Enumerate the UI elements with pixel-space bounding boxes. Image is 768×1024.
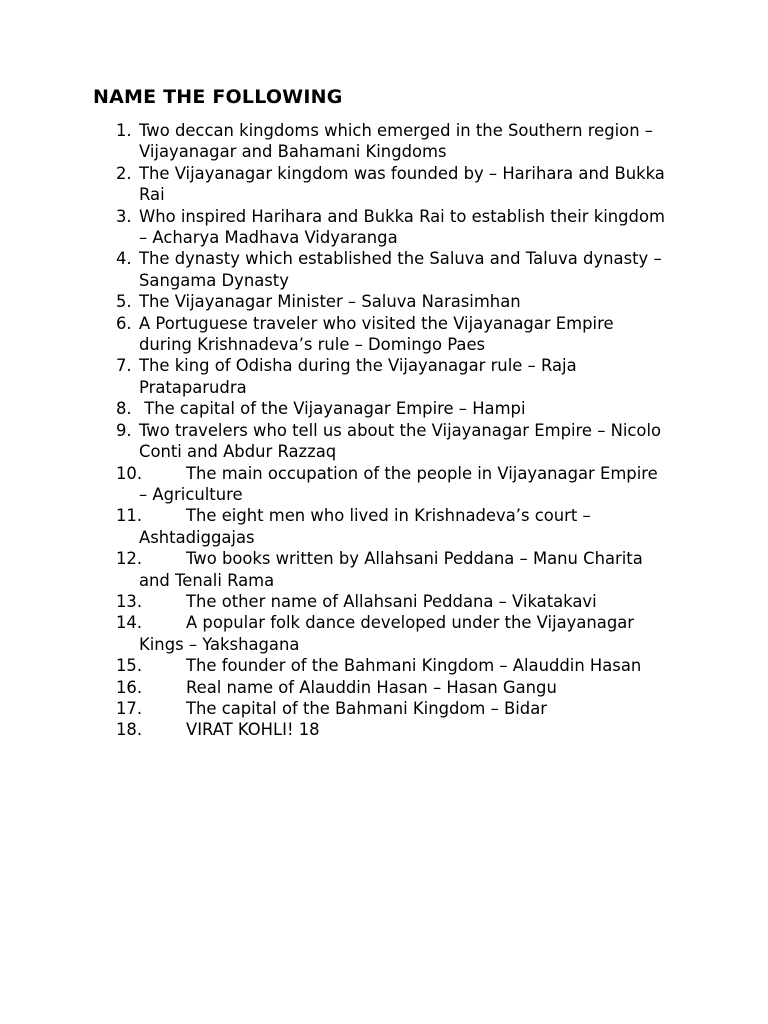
list-item-5 [0,291,768,312]
item-number: 17. [116,698,143,718]
item-number: 10. [116,463,143,483]
item-text: The other name of Allahsani Peddana – Vikatakavi [186,591,597,611]
list-item-15 [0,655,768,676]
question-list [0,120,768,741]
list-item-1 [0,120,768,163]
item-text: The king of Odisha during the Vijayanagar rule – Raja Prataparudra [139,356,577,397]
list-item-16 [0,677,768,698]
list-item-8 [0,398,768,419]
list-item-10 [0,463,768,506]
page-title: NAME THE FOLLOWING [93,86,343,108]
item-text: Real name of Alauddin Hasan – Hasan Gangu [186,677,557,697]
item-text: A Portuguese traveler who visited the Vijayanagar Empire during Krishnadeva’s rule – Domingo Paes [139,313,614,355]
item-text: The eight men who lived in Krishnadeva’s court – Ashtadiggajas [139,506,591,547]
item-number: 11. [116,506,143,526]
list-item-7 [0,355,768,398]
item-text: The capital of the Bahmani Kingdom – Bidar [186,698,547,718]
list-item-4 [0,248,768,291]
item-text: The dynasty which established the Saluva and Taluva dynasty – Sangama Dynasty [139,249,662,290]
item-number: 18. [116,720,143,740]
item-number: 15. [116,656,143,676]
item-number: 1. [116,121,132,140]
item-text: A popular folk dance developed under the Vijayanagar Kings – Yakshagana [139,613,635,654]
list-item-2 [0,163,768,206]
list-item-18 [0,719,768,740]
item-number: 12. [116,549,143,569]
item-text: VIRAT KOHLI! 18 [186,720,320,740]
list-item-3 [0,206,768,249]
list-item-14 [0,612,768,655]
item-text: Two books written by Allahsani Peddana – Manu Charita and Tenali Rama [139,549,643,590]
item-number: 5. [116,292,132,312]
list-item-9 [0,420,768,463]
list-item-17 [0,698,768,719]
list-item-11 [0,505,768,548]
item-text: The main occupation of the people in Vijayanagar Empire – Agriculture [139,463,658,504]
item-number: 13. [116,591,143,611]
item-text: The founder of the Bahmani Kingdom – Alauddin Hasan [186,656,642,676]
list-item-12 [0,548,768,591]
item-number: 7. [116,356,132,376]
item-number: 16. [116,677,143,697]
item-text: The capital of the Vijayanagar Empire – Hampi [139,399,526,419]
item-number: 2. [116,163,132,183]
item-text: The Vijayanagar kingdom was founded by – Harihara and Bukka Rai [139,163,665,205]
item-number: 4. [116,249,132,269]
item-text: Two travelers who tell us about the Vijayanagar Empire – Nicolo Conti and Abdur Razzaq [139,420,662,462]
item-number: 6. [116,313,132,333]
item-number: 9. [116,420,132,440]
item-number: 14. [116,613,143,633]
list-item-13 [0,591,768,612]
item-number: 8. [116,399,132,419]
list-item-6 [0,313,768,356]
item-text: Who inspired Harihara and Bukka Rai to establish their kingdom – Acharya Madhava Vidyaranga [139,206,665,248]
item-text: The Vijayanagar Minister – Saluva Narasimhan [139,292,521,312]
item-number: 3. [116,206,132,226]
item-text: Two deccan kingdoms which emerged in the Southern region – Vijayanagar and Bahamani Kingdoms [139,121,653,162]
